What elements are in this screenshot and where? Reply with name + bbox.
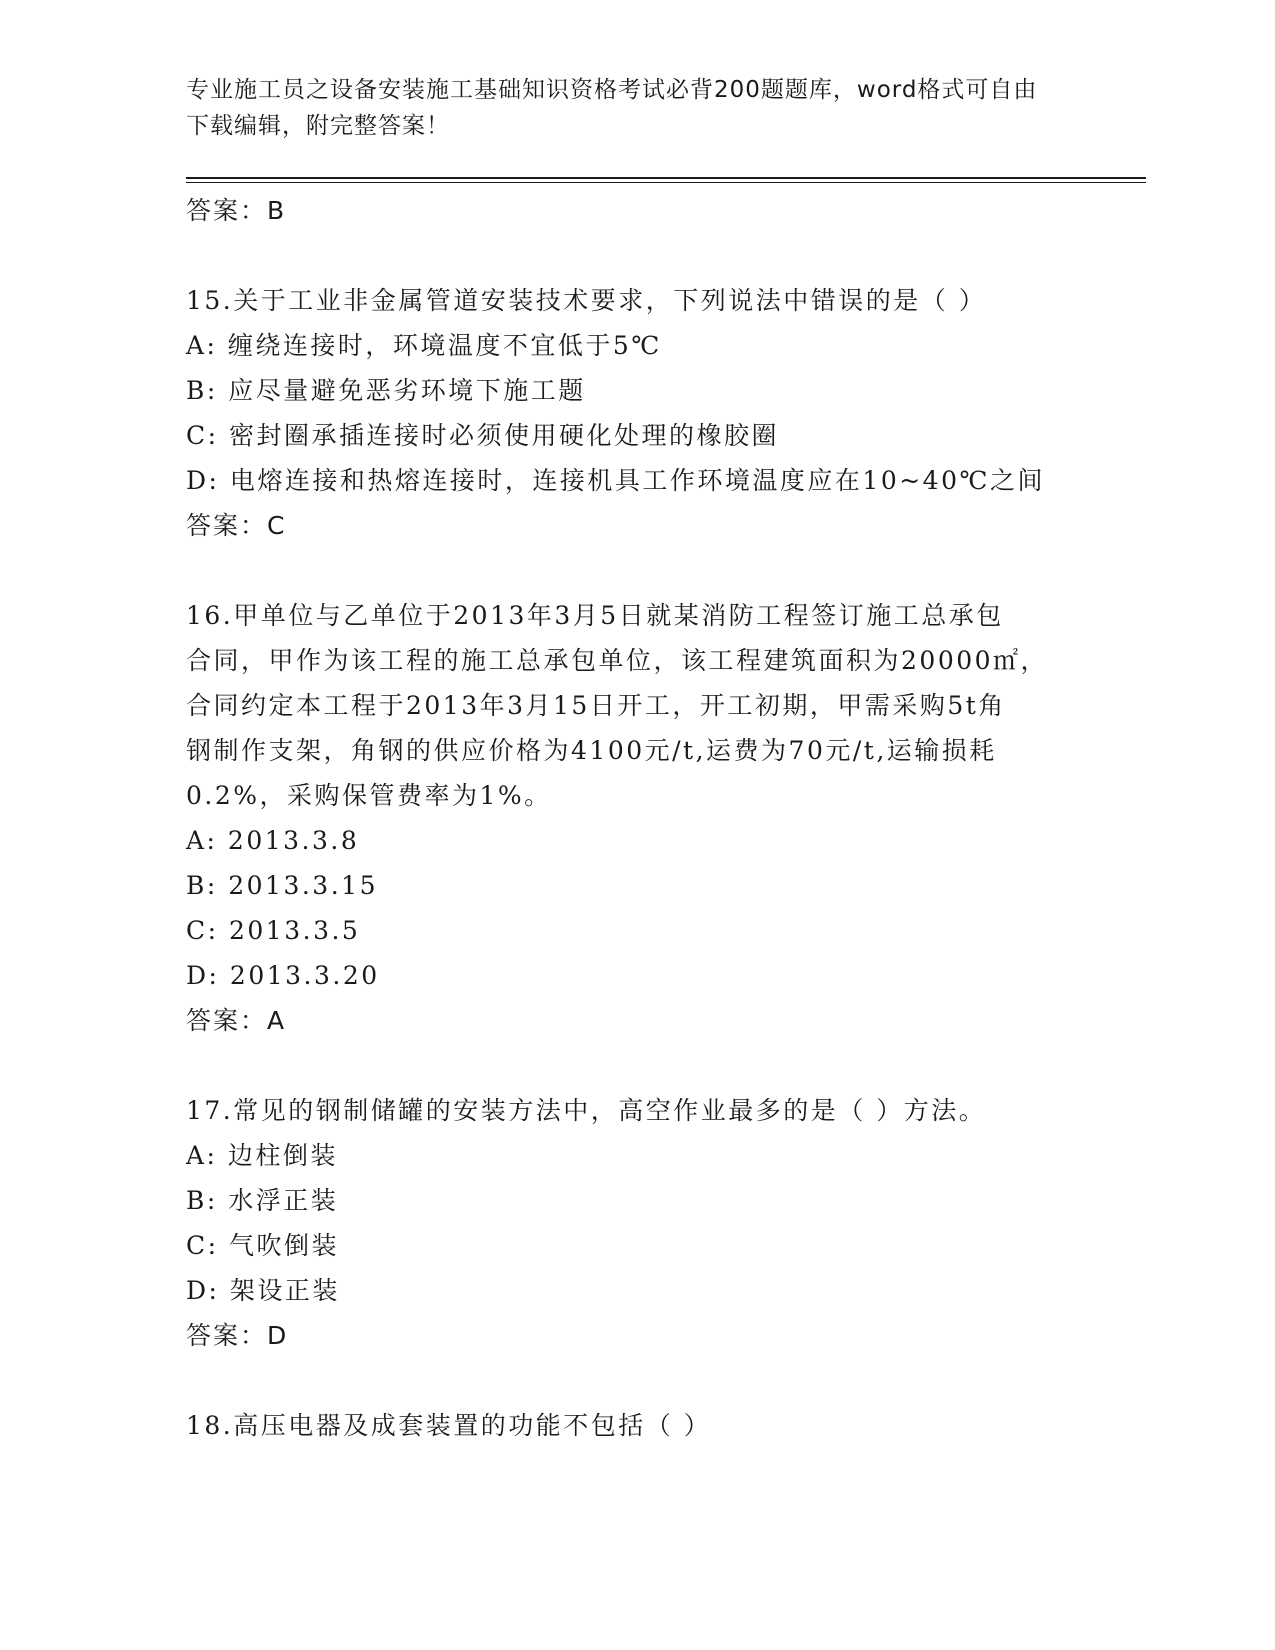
question-list [186,188,1086,1448]
option-a: A: 缠绕连接时，环境温度不宜低于5℃ [186,331,662,360]
question-stem: 18.高压电器及成套装置的功能不包括（ ） [186,1411,712,1440]
answer-15: 答案：C [186,511,287,540]
document-header [186,72,1066,144]
question-stem: 15.关于工业非金属管道安装技术要求，下列说法中错误的是（ ） [186,286,987,315]
option-c: C: 2013.3.5 [186,916,361,945]
question-stem: 17.常见的钢制储罐的安装方法中，高空作业最多的是（ ）方法。 [186,1096,987,1125]
header-line-1: 专业施工员之设备安装施工基础知识资格考试必背200题题库，word格式可自由 [186,77,1038,103]
option-c: C: 气吹倒装 [186,1231,339,1260]
question-16 [186,593,1086,998]
answer-16: 答案：A [186,1006,287,1035]
question-stem-line: 16.甲单位与乙单位于2013年3月5日就某消防工程签订施工总承包 [186,601,1004,630]
question-17 [186,1088,1086,1313]
header-divider-thin [186,182,1146,183]
answer-14: 答案：B [186,196,287,225]
question-stem-line: 合同约定本工程于2013年3月15日开工，开工初期，甲需采购5t角 [186,691,1006,720]
option-a: A: 边柱倒装 [186,1141,338,1170]
question-stem-line: 0.2%，采购保管费率为1%。 [186,781,552,810]
spacer [186,1358,1086,1403]
answer-17: 答案：D [186,1321,289,1350]
option-a: A: 2013.3.8 [186,826,360,855]
option-d: D: 电熔连接和热熔连接时，连接机具工作环境温度应在10~40℃之间 [186,466,1045,495]
option-d: D: 架设正装 [186,1276,340,1305]
option-b: B: 2013.3.15 [186,871,378,900]
spacer [186,1043,1086,1088]
question-18 [186,1403,1086,1448]
question-stem-line: 钢制作支架，角钢的供应价格为4100元/t,运费为70元/t,运输损耗 [186,736,997,765]
option-b: B: 水浮正装 [186,1186,339,1215]
spacer [186,548,1086,593]
spacer [186,233,1086,278]
question-stem-line: 合同，甲作为该工程的施工总承包单位，该工程建筑面积为20000㎡， [186,646,1049,675]
question-15 [186,278,1086,503]
header-divider-thick [186,177,1146,179]
option-b: B: 应尽量避免恶劣环境下施工题 [186,376,586,405]
option-d: D: 2013.3.20 [186,961,380,990]
header-line-2: 下载编辑，附完整答案！ [186,113,450,139]
option-c: C: 密封圈承插连接时必须使用硬化处理的橡胶圈 [186,421,779,450]
